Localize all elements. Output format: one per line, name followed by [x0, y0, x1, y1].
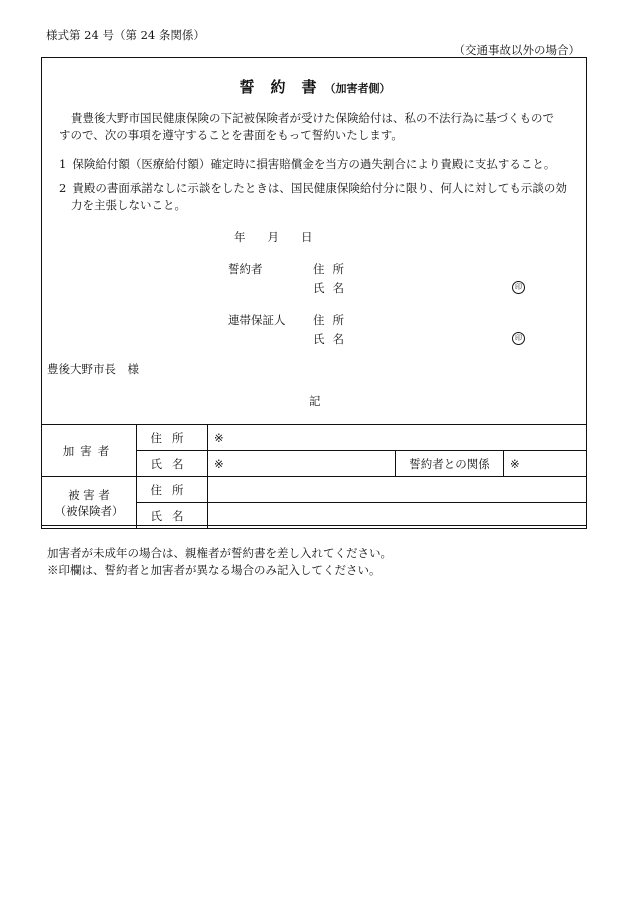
- item-2-number: 2: [59, 181, 67, 195]
- victim-label-line1: 被 害 者: [68, 487, 110, 502]
- item-1: [59, 156, 565, 173]
- victim-address-field[interactable]: [208, 477, 587, 503]
- relation-label: 誓約者との関係: [396, 451, 504, 477]
- note-1: 加害者が未成年の場合は、親権者が誓約書を差し入れてください。: [47, 546, 392, 560]
- date-year: 年: [234, 230, 246, 244]
- date-month: 月: [267, 230, 279, 244]
- date-day: 日: [301, 230, 313, 244]
- victim-label-line2: （被保険者）: [54, 503, 124, 518]
- pledger-name-label: 氏名: [313, 281, 352, 295]
- date-line: [234, 229, 335, 245]
- pledger-address-label: 住所: [313, 262, 352, 276]
- title-sub: （加害者側）: [324, 82, 391, 95]
- parties-table: [41, 424, 587, 529]
- item-1-text: 保険給付額（医療給付額）確定時に損害賠償金を当方の過失割合により貴殿に支払すること。: [72, 157, 556, 171]
- offender-name-label: 氏名: [137, 451, 208, 477]
- page-title: [0, 76, 630, 97]
- victim-name-field[interactable]: [208, 503, 587, 529]
- offender-name-field[interactable]: ※: [208, 451, 396, 477]
- title-main: 誓約書: [239, 78, 333, 96]
- guarantor-address-label: 住所: [313, 313, 352, 327]
- offender-address-label: 住所: [137, 425, 208, 451]
- victim-label: [42, 477, 137, 529]
- ki-heading: 記: [309, 394, 321, 408]
- pledger-seal-mark: 印: [512, 281, 525, 294]
- offender-label: 加害者: [42, 425, 137, 477]
- item-2: [59, 180, 577, 214]
- victim-address-label: 住所: [137, 477, 208, 503]
- item-1-number: 1: [59, 157, 67, 171]
- victim-name-label: 氏名: [137, 503, 208, 529]
- case-note: （交通事故以外の場合）: [453, 43, 580, 57]
- pledger-label: 誓約者: [228, 262, 263, 276]
- guarantor-label: 連帯保証人: [228, 313, 286, 327]
- note-2: ※印欄は、誓約者と加害者が異なる場合のみ記入してください。: [47, 563, 381, 577]
- addressee: 豊後大野市長 様: [47, 362, 139, 376]
- form-id: 様式第 24 号（第 24 条関係）: [46, 28, 205, 42]
- item-2-text: 貴殿の書面承諾なしに示談をしたときは、国民健康保険給付分に限り、何人に対しても示談の効力を主張しないこと。: [71, 181, 567, 212]
- notes: [47, 545, 392, 579]
- guarantor-name-label: 氏名: [313, 332, 352, 346]
- relation-field[interactable]: ※: [504, 451, 587, 477]
- offender-address-field[interactable]: ※: [208, 425, 587, 451]
- guarantor-seal-mark: 印: [512, 332, 525, 345]
- intro-paragraph: 貴豊後大野市国民健康保険の下記被保険者が受けた保険給付は、私の不法行為に基づくものですので、次の事項を遵守することを書面をもって誓約いたします。: [59, 111, 554, 142]
